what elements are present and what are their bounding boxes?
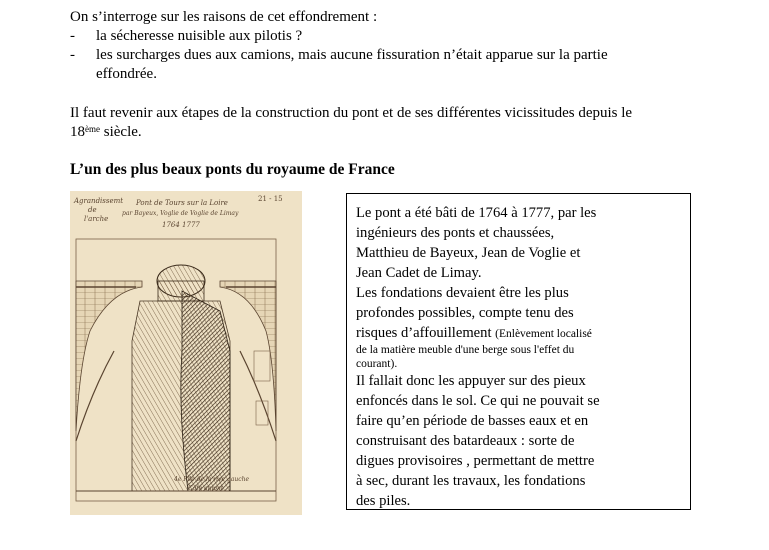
figure-subtitle: par Bayeux, Voglie de Voglie de Limay	[122, 210, 239, 217]
bridge-pier-illustration	[70, 191, 302, 515]
figure-number: 21 - 15	[258, 195, 283, 203]
textbox-line: Les fondations devaient être les plus	[356, 285, 569, 301]
textbox-line: enfoncés dans le sol. Ce qui ne pouvait se	[356, 393, 600, 409]
bridge-pier-drawing	[70, 191, 302, 515]
bullet-marker: -	[70, 28, 75, 44]
textbox-line: Il fallait donc les appuyer sur des pieux	[356, 373, 586, 389]
textbox-line: construisant des batardeaux : sorte de	[356, 433, 575, 449]
bullet-item: les surcharges dues aux camions, mais aucune fissuration n’était apparue sur la partie	[96, 47, 608, 63]
textbox-line: faire qu’en période de basses eaux et en	[356, 413, 589, 429]
textbox-line: à sec, durant les travaux, les fondations	[356, 473, 586, 489]
bullet-item: la sécheresse nuisible aux pilotis ?	[96, 28, 303, 44]
caption-top-left: de	[88, 206, 97, 214]
bullet-item-continuation: effondrée.	[96, 66, 157, 82]
section-title: L’un des plus beaux ponts du royaume de France	[70, 161, 395, 178]
definition-note: (Enlèvement localisé	[495, 328, 592, 340]
figure-dates: 1764 1777	[162, 221, 200, 229]
definition-note: courant).	[356, 358, 398, 370]
century-suffix: ème	[85, 124, 100, 134]
textbox-line: Matthieu de Bayeux, Jean de Voglie et	[356, 245, 581, 261]
textbox-line: ingénieurs des ponts et chaussées,	[356, 225, 555, 241]
figure-title: Pont de Tours sur la Loire	[136, 199, 228, 207]
century-text: siècle.	[100, 124, 142, 140]
textbox-line	[356, 323, 682, 343]
textbox-line: profondes possibles, compte tenu des	[356, 305, 574, 321]
intro-line: On s’interroge sur les raisons de cet effondrement :	[70, 9, 378, 25]
construction-textbox	[346, 193, 691, 510]
definition-note: de la matière meuble d'une berge sous l'effet du	[356, 344, 575, 356]
textbox-text: risques d’affouillement	[356, 325, 492, 341]
caption-top-left: l'arche	[84, 215, 109, 223]
textbox-line: Le pont a été bâti de 1764 à 1777, par les	[356, 205, 597, 221]
century-number: 18	[70, 124, 85, 140]
bullet-marker: -	[70, 47, 75, 63]
textbox-line: des piles.	[356, 493, 411, 509]
caption-bottom: Côté amont	[188, 485, 224, 492]
caption-bottom: 4e Pile de la rive gauche	[174, 476, 250, 483]
paragraph-line: Il faut revenir aux étapes de la construction du pont et de ses différentes vicissitudes depuis le	[70, 105, 633, 121]
caption-top-left: Agrandissemt	[74, 197, 124, 205]
paragraph-line	[70, 123, 142, 142]
textbox-line: Jean Cadet de Limay.	[356, 265, 482, 281]
textbox-line: digues provisoires , permettant de mettre	[356, 453, 595, 469]
